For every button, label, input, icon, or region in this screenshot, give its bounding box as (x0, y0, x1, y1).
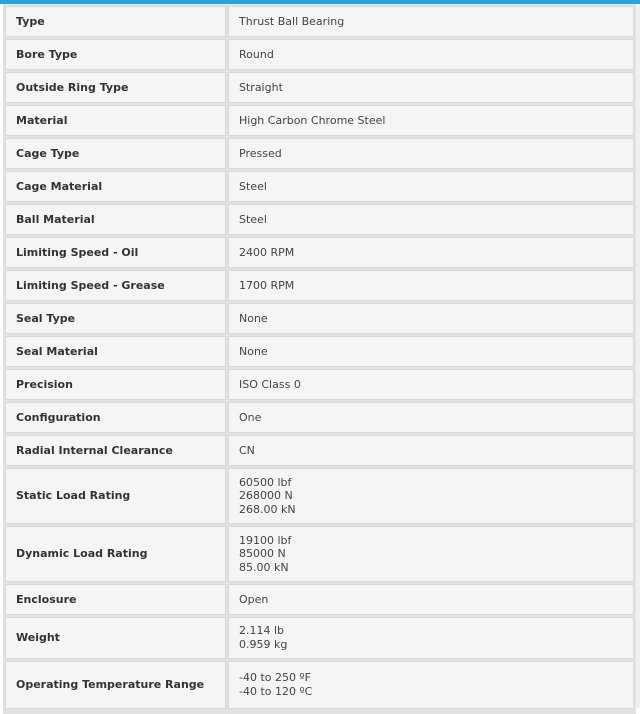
spec-label: Dynamic Load Rating (5, 526, 226, 582)
spec-row (5, 661, 634, 709)
spec-value (228, 6, 634, 37)
spec-row (5, 72, 634, 103)
spec-value-line: CN (239, 443, 255, 457)
spec-label: Operating Temperature Range (5, 661, 226, 709)
spec-label: Seal Type (5, 303, 226, 334)
spec-value (228, 661, 634, 709)
spec-value-line: 2.114 lb (239, 624, 285, 638)
spec-label: Weight (5, 617, 226, 659)
spec-value-line: 85.00 kN (239, 560, 289, 574)
spec-value (228, 617, 634, 659)
spec-value-line: 19100 lbf (239, 533, 292, 547)
spec-label: Ball Material (5, 204, 226, 235)
spec-label: Cage Type (5, 138, 226, 169)
spec-label: Cage Material (5, 171, 226, 202)
spec-value (228, 204, 634, 235)
spec-label: Static Load Rating (5, 468, 226, 524)
spec-label: Limiting Speed - Grease (5, 270, 226, 301)
spec-value (228, 138, 634, 169)
spec-value-line: 60500 lbf (239, 475, 292, 489)
spec-value-line: 2400 RPM (239, 245, 295, 259)
spec-row (5, 105, 634, 136)
spec-value-line: One (239, 410, 262, 424)
spec-label: Configuration (5, 402, 226, 433)
spec-value (228, 270, 634, 301)
spec-value-line: Steel (239, 212, 267, 226)
spec-label: Precision (5, 369, 226, 400)
spec-value-line: None (239, 311, 268, 325)
spec-value-line: Straight (239, 80, 283, 94)
spec-value (228, 526, 634, 582)
spec-value (228, 105, 634, 136)
spec-value-line: -40 to 120 ºC (239, 685, 313, 698)
spec-row (5, 435, 634, 466)
specifications-table-body (5, 6, 634, 709)
spec-value-line: Thrust Ball Bearing (239, 14, 345, 28)
spec-row (5, 402, 634, 433)
spec-row (5, 303, 634, 334)
spec-value-line: -40 to 250 ºF (239, 671, 312, 685)
spec-value-line: 85000 N (239, 547, 286, 561)
spec-label: Type (5, 6, 226, 37)
spec-value-line: ISO Class 0 (239, 377, 301, 391)
spec-row (5, 369, 634, 400)
spec-row (5, 237, 634, 268)
spec-value-line: 1700 RPM (239, 278, 295, 292)
spec-value-line: Steel (239, 179, 267, 193)
spec-value-line: None (239, 344, 268, 358)
spec-label: Outside Ring Type (5, 72, 226, 103)
specifications-panel (3, 4, 636, 714)
spec-label: Seal Material (5, 336, 226, 367)
spec-value (228, 435, 634, 466)
spec-value (228, 402, 634, 433)
spec-value (228, 237, 634, 268)
spec-value-line: Pressed (239, 146, 282, 160)
spec-value (228, 72, 634, 103)
spec-value (228, 369, 634, 400)
spec-value-line: High Carbon Chrome Steel (239, 113, 386, 127)
spec-label: Limiting Speed - Oil (5, 237, 226, 268)
spec-row (5, 138, 634, 169)
spec-row (5, 584, 634, 615)
scrollbar-track[interactable] (636, 4, 640, 708)
spec-value (228, 584, 634, 615)
spec-value-line: 0.959 kg (239, 638, 288, 651)
spec-row (5, 6, 634, 37)
spec-row (5, 270, 634, 301)
specifications-table (3, 4, 636, 711)
spec-row (5, 171, 634, 202)
spec-value-line: 268000 N (239, 489, 293, 503)
spec-label: Bore Type (5, 39, 226, 70)
spec-value-line: 268.00 kN (239, 502, 296, 516)
spec-value-line: Round (239, 47, 274, 61)
spec-value (228, 336, 634, 367)
spec-value (228, 303, 634, 334)
spec-value (228, 39, 634, 70)
spec-label: Enclosure (5, 584, 226, 615)
spec-row (5, 468, 634, 524)
spec-label: Material (5, 105, 226, 136)
spec-value-line: Open (239, 592, 269, 606)
spec-value (228, 468, 634, 524)
spec-row (5, 39, 634, 70)
spec-value (228, 171, 634, 202)
spec-row (5, 526, 634, 582)
spec-row (5, 617, 634, 659)
spec-label: Radial Internal Clearance (5, 435, 226, 466)
spec-row (5, 204, 634, 235)
spec-row (5, 336, 634, 367)
